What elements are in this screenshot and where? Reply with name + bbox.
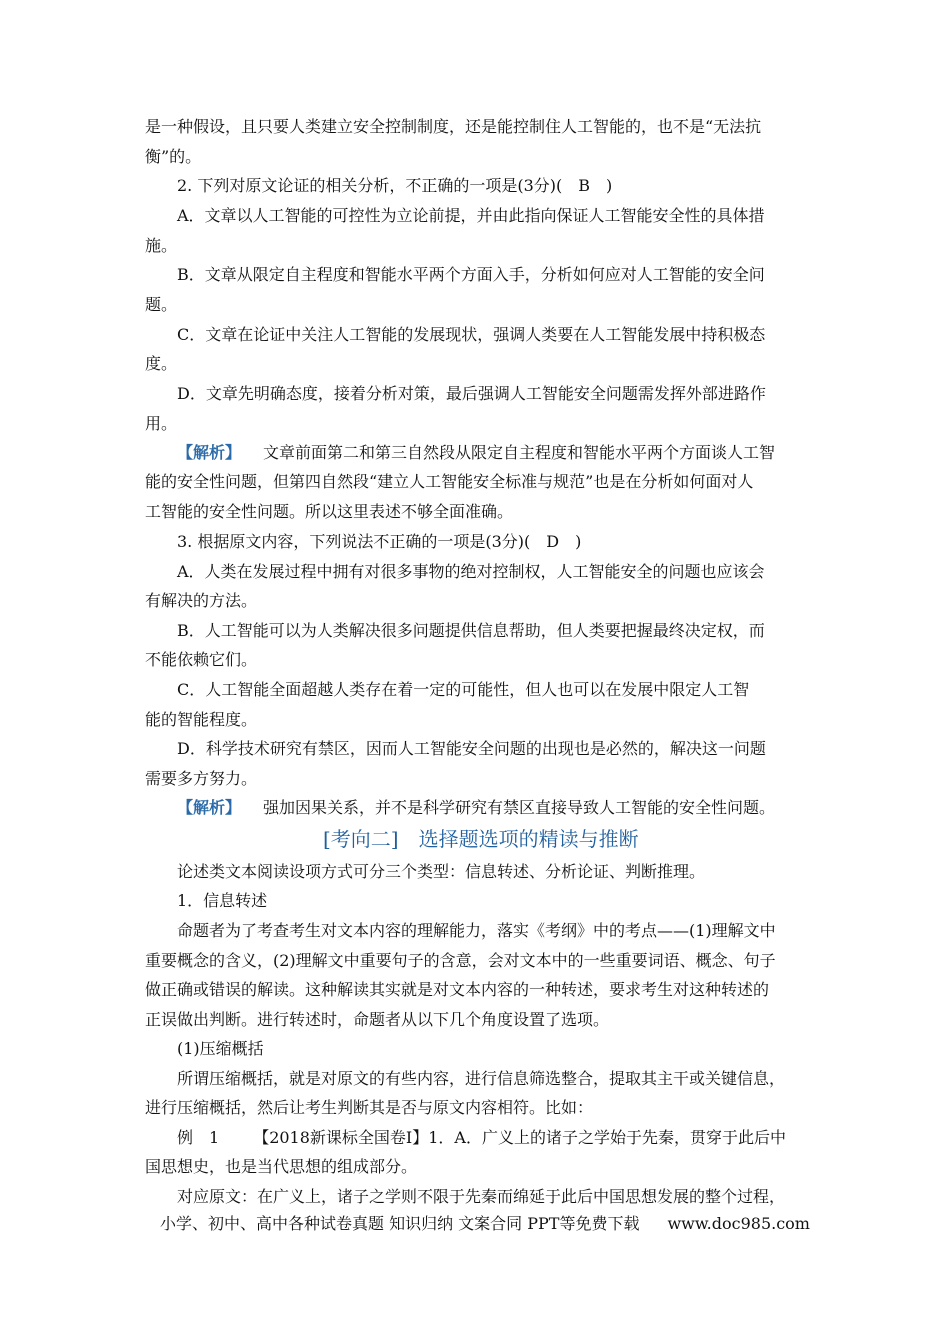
analysis-line (177, 441, 775, 465)
example-text: 【2018新课标全国卷Ⅰ】1．A．广义上的诸子之学始于先秦，贯穿于此后中 (253, 1128, 786, 1147)
subsection-title: 1．信息转述 (177, 891, 268, 910)
text-line: 有解决的方法。 (145, 591, 258, 610)
footer-url[interactable]: www.doc985.com (667, 1214, 810, 1233)
text-line: 做正确或错误的解读。这种解读其实就是对文本内容的一种转述，要求考生对这种转述的 (145, 980, 770, 999)
option-a: A．人类在发展过程中拥有对很多事物的绝对控制权，人工智能安全的问题也应该会 (177, 562, 765, 581)
analysis-tag: 【解析】 (177, 443, 242, 462)
section-heading: [考向二] 选择题选项的精读与推断 (323, 827, 639, 851)
text-line: 施。 (145, 236, 178, 255)
text-line: 题。 (145, 295, 178, 314)
footer-banner (160, 1211, 810, 1234)
text-line: 不能依赖它们。 (145, 650, 258, 669)
text-line: 能的安全性问题，但第四自然段“建立人工智能安全标准与规范”也是在分析如何面对人 (145, 472, 754, 491)
intro-line: 论述类文本阅读设项方式可分三个类型：信息转述、分析论证、判断推理。 (177, 862, 706, 881)
text-line: 进行压缩概括，然后让考生判断其是否与原文内容相符。比如： (145, 1098, 594, 1117)
analysis-text: 文章前面第二和第三自然段从限定自主程度和智能水平两个方面谈人工智 (263, 443, 776, 462)
text-line: 国思想史，也是当代思想的组成部分。 (145, 1157, 418, 1176)
option-c: C．文章在论证中关注人工智能的发展现状，强调人类要在人工智能发展中持积极态 (177, 325, 766, 344)
option-d: D．科学技术研究有禁区，因而人工智能安全问题的出现也是必然的，解决这一问题 (177, 739, 766, 758)
text-line: 工智能的安全性问题。所以这里表述不够全面准确。 (145, 502, 514, 521)
source-text-line: 对应原文：在广义上，诸子之学则不限于先秦而绵延于此后中国思想发展的整个过程， (177, 1187, 786, 1206)
text-line: 用。 (145, 414, 178, 433)
question-3: 3. 根据原文内容，下列说法不正确的一项是(3分)( D ) (177, 532, 582, 551)
example-line (177, 1126, 786, 1150)
text-line: 所谓压缩概括，就是对原文的有些内容，进行信息筛选整合，提取其主干或关键信息， (177, 1069, 786, 1088)
text-line: 需要多方努力。 (145, 769, 258, 788)
option-b: B．人工智能可以为人类解决很多问题提供信息帮助，但人类要把握最终决定权，而 (177, 621, 765, 640)
text-line: 命题者为了考查考生对文本内容的理解能力，落实《考纲》中的考点——(1)理解文中 (177, 921, 776, 940)
text-line: 能的智能程度。 (145, 710, 258, 729)
text-line: 正误做出判断。进行转述时，命题者从以下几个角度设置了选项。 (145, 1010, 610, 1029)
analysis-text: 强加因果关系，并不是科学研究有禁区直接导致人工智能的安全性问题。 (263, 798, 776, 817)
analysis-tag: 【解析】 (177, 798, 242, 817)
text-line: 衡”的。 (145, 147, 202, 166)
text-line: 是一种假设，且只要人类建立安全控制制度，还是能控制住人工智能的，也不是“无法抗 (145, 117, 762, 136)
example-label: 例 1 (177, 1128, 220, 1147)
footer-text: 小学、初中、高中各种试卷真题 知识归纳 文案合同 PPT等免费下载 (160, 1214, 640, 1233)
option-c: C．人工智能全面超越人类存在着一定的可能性，但人也可以在发展中限定人工智 (177, 680, 750, 699)
text-line: 度。 (145, 354, 178, 373)
text-line: 重要概念的含义，(2)理解文中重要句子的含意，会对文本中的一些重要词语、概念、句子 (145, 951, 776, 970)
subsection-title: (1)压缩概括 (177, 1039, 264, 1058)
question-2: 2. 下列对原文论证的相关分析，不正确的一项是(3分)( B ) (177, 176, 613, 195)
option-b: B．文章从限定自主程度和智能水平两个方面入手，分析如何应对人工智能的安全问 (177, 265, 765, 284)
analysis-line (177, 796, 775, 820)
option-d: D．文章先明确态度，接着分析对策，最后强调人工智能安全问题需发挥外部进路作 (177, 384, 766, 403)
option-a: A．文章以人工智能的可控性为立论前提，并由此指向保证人工智能安全性的具体措 (177, 206, 765, 225)
